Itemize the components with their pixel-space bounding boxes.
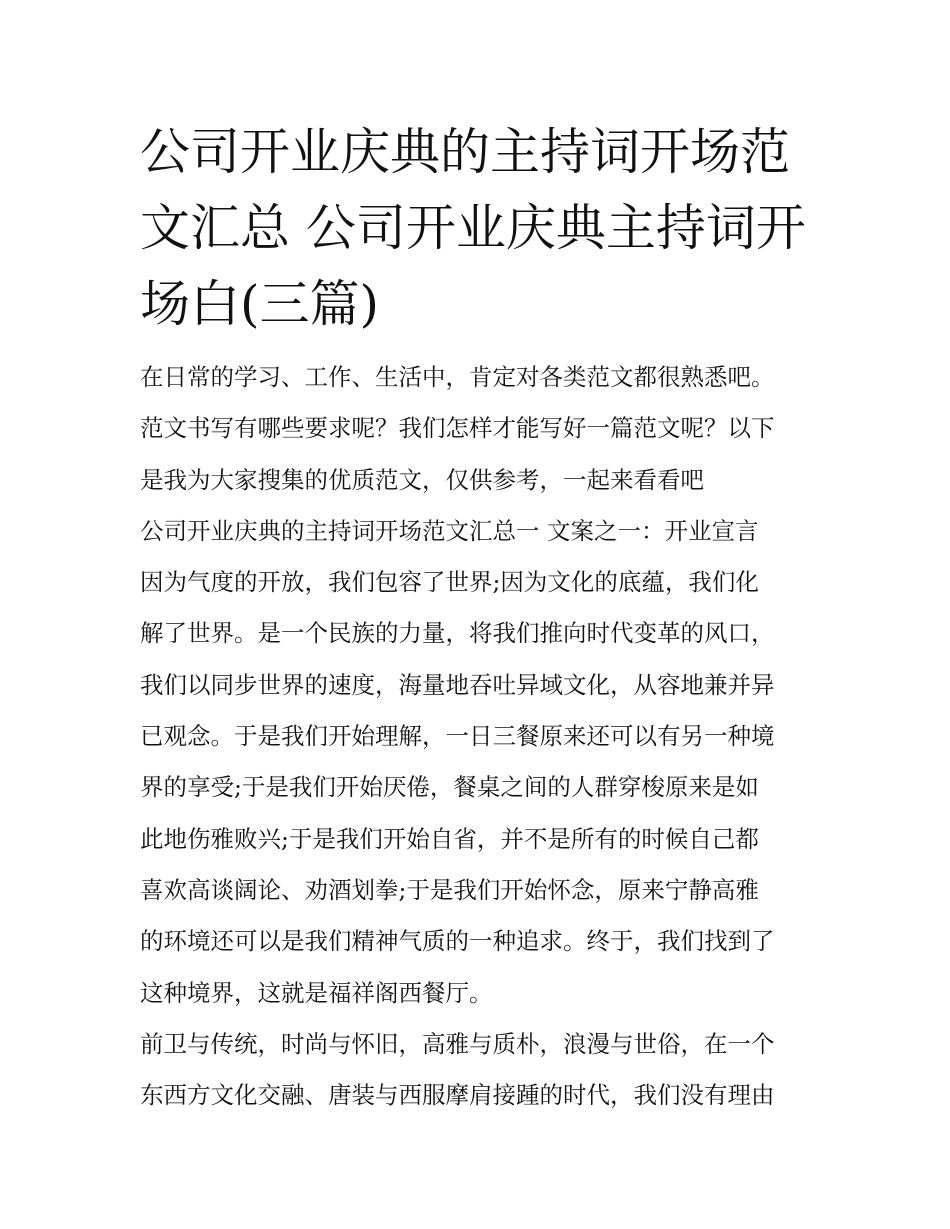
title-line: 公司开业庆典的主持词开场范	[140, 123, 790, 181]
body-line: 范文书写有哪些要求呢？我们怎样才能写好一篇范文呢？以下	[140, 414, 775, 443]
body-line: 的环境还可以是我们精神气质的一种追求。终于，我们找到了	[140, 927, 775, 956]
body-line: 解了世界。是一个民族的力量，将我们推向时代变革的风口，	[140, 619, 775, 648]
body-line: 我们以同步世界的速度，海量地吞吐异域文化，从容地兼并异	[140, 670, 775, 699]
body-line: 此地伤雅败兴;于是我们开始自省，并不是所有的时候自己都	[140, 824, 759, 853]
body-line: 是我为大家搜集的优质范文，仅供参考，一起来看看吧	[140, 465, 704, 494]
body-line: 这种境界，这就是福祥阁西餐厅。	[140, 978, 493, 1007]
body-line: 界的享受;于是我们开始厌倦，餐桌之间的人群穿梭原来是如	[140, 773, 759, 802]
document-title	[140, 114, 820, 342]
title-line: 文汇总 公司开业庆典主持词开	[140, 199, 806, 257]
title-line: 场白(三篇)	[140, 275, 380, 333]
body-line: 已观念。于是我们开始理解，一日三餐原来还可以有另一种境	[140, 722, 775, 751]
body-line: 公司开业庆典的主持词开场范文汇总一 文案之一：开业宣言	[140, 516, 759, 545]
body-line: 前卫与传统，时尚与怀旧，高雅与质朴，浪漫与世俗，在一个	[140, 1029, 775, 1058]
body-line: 在日常的学习、工作、生活中，肯定对各类范文都很熟悉吧。	[140, 363, 775, 391]
body-line: 喜欢高谈阔论、劝酒划拳;于是我们开始怀念，原来宁静高雅	[140, 875, 759, 904]
document-body	[140, 352, 820, 1121]
body-line: 东西方文化交融、唐装与西服摩肩接踵的时代，我们没有理由	[140, 1081, 775, 1110]
body-line: 因为气度的开放，我们包容了世界;因为文化的底蕴，我们化	[140, 568, 759, 597]
